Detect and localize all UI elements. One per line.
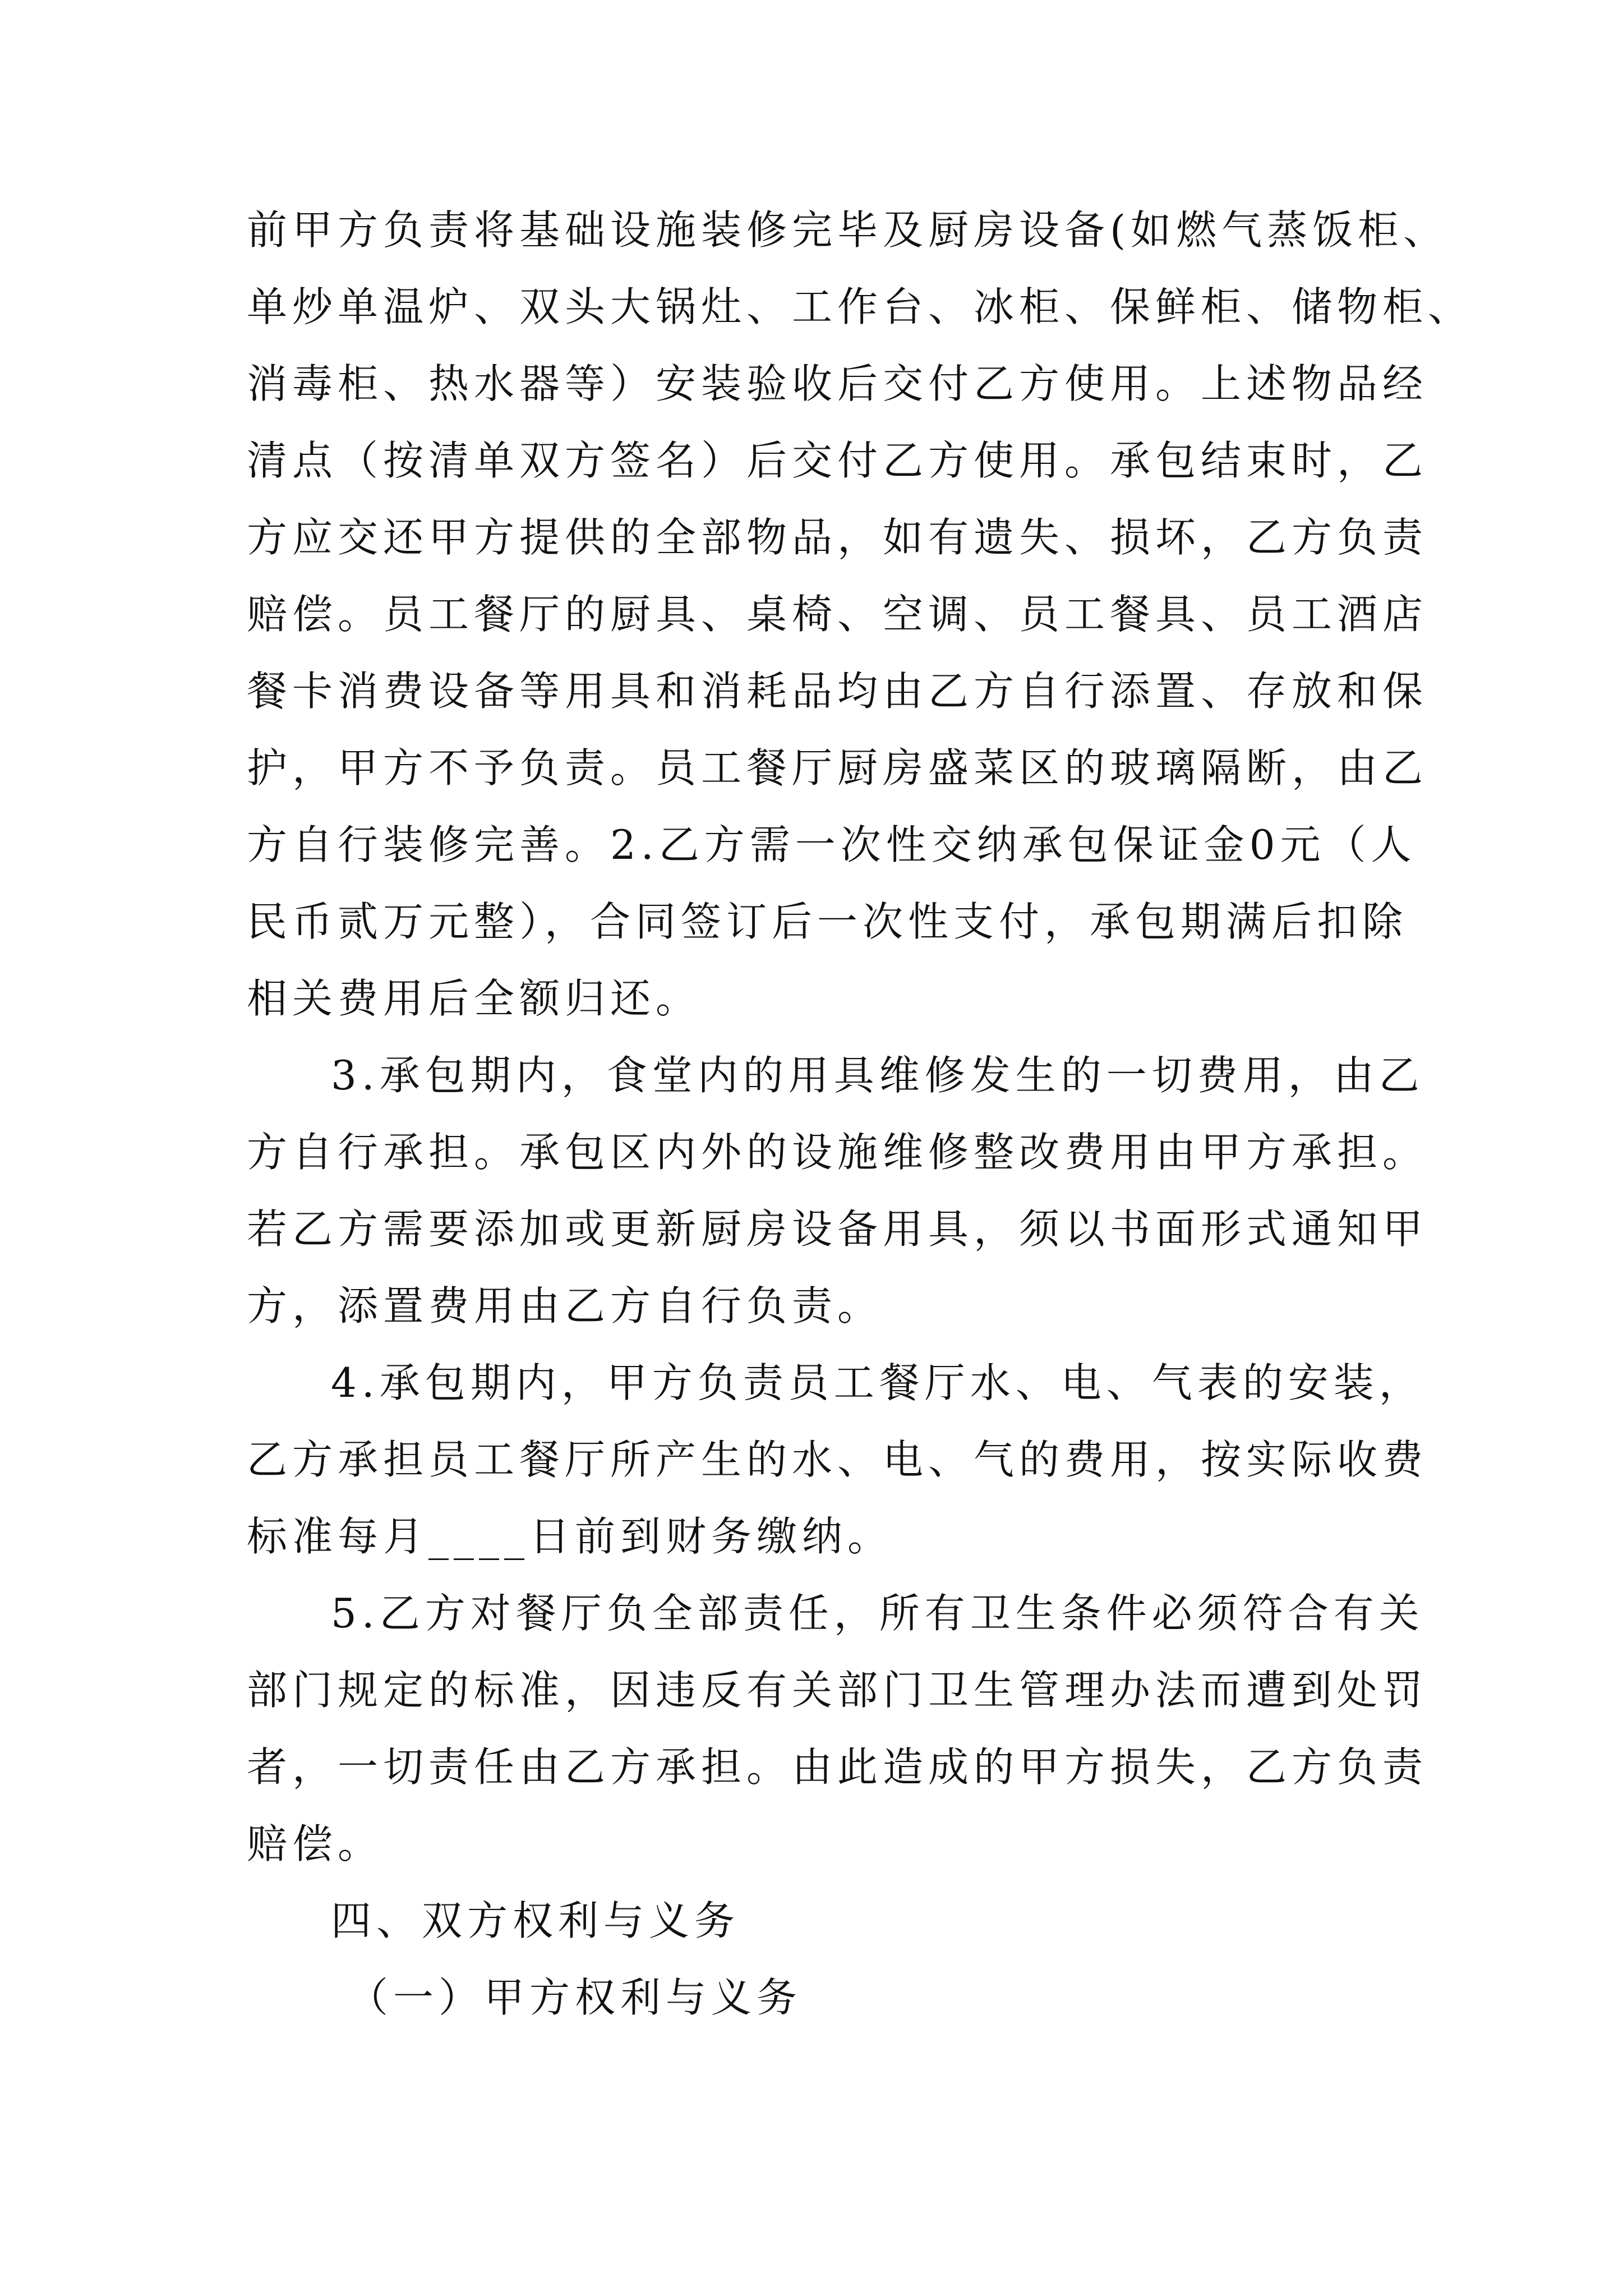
paragraph-4-first-line: 4.承包期内，甲方负责员工餐厅水、电、气表的安装， xyxy=(331,1359,1424,1406)
text-line: 餐卡消费设备等用具和消耗品均由乙方自行添置、存放和保 xyxy=(247,668,1428,715)
text-line: 方，添置费用由乙方自行负责。 xyxy=(247,1282,883,1329)
text-line: 方自行承担。承包区内外的设施维修整改费用由甲方承担。 xyxy=(247,1129,1428,1176)
text-line: 乙方承担员工餐厅所产生的水、电、气的费用，按实际收费 xyxy=(247,1436,1428,1483)
text-line: 者，一切责任由乙方承担。由此造成的甲方损失，乙方负责 xyxy=(247,1743,1428,1791)
paragraph-3-first-line: 3.承包期内，食堂内的用具维修发生的一切费用，由乙 xyxy=(331,1052,1424,1099)
text-line: 部门规定的标准，因违反有关部门卫生管理办法而遭到处罚 xyxy=(247,1667,1428,1714)
text-line: 相关费用后全额归还。 xyxy=(247,975,702,1022)
section-heading: 四、双方权利与义务 xyxy=(331,1897,740,1944)
text-line: 若乙方需要添加或更新厨房设备用具，须以书面形式通知甲 xyxy=(247,1205,1428,1253)
text-line: 前甲方负责将基础设施装修完毕及厨房设备(如燃气蒸饭柜、 xyxy=(247,206,1449,254)
text-line: 清点（按清单双方签名）后交付乙方使用。承包结束时，乙 xyxy=(247,437,1428,484)
text-line: 方应交还甲方提供的全部物品，如有遗失、损坏，乙方负责 xyxy=(247,514,1428,561)
text-line: 标准每月____日前到财务缴纳。 xyxy=(247,1513,893,1560)
text-line: 方自行装修完善。2.乙方需一次性交纳承包保证金0元（人 xyxy=(247,821,1417,868)
text-line: 护，甲方不予负责。员工餐厅厨房盛菜区的玻璃隔断，由乙 xyxy=(247,744,1428,792)
text-line: 消毒柜、热水器等）安装验收后交付乙方使用。上述物品经 xyxy=(247,360,1428,407)
text-line: 单炒单温炉、双头大锅灶、工作台、冰柜、保鲜柜、储物柜、 xyxy=(247,283,1474,330)
text-line: 民币贰万元整），合同签订后一次性支付，承包期满后扣除 xyxy=(247,898,1408,945)
text-line: 赔偿。 xyxy=(247,1820,384,1867)
text-line: 赔偿。员工餐厅的厨具、桌椅、空调、员工餐具、员工酒店 xyxy=(247,591,1428,638)
paragraph-5-first-line: 5.乙方对餐厅负全部责任，所有卫生条件必须符合有关 xyxy=(331,1590,1424,1637)
subsection-heading: （一）甲方权利与义务 xyxy=(348,1974,803,2021)
